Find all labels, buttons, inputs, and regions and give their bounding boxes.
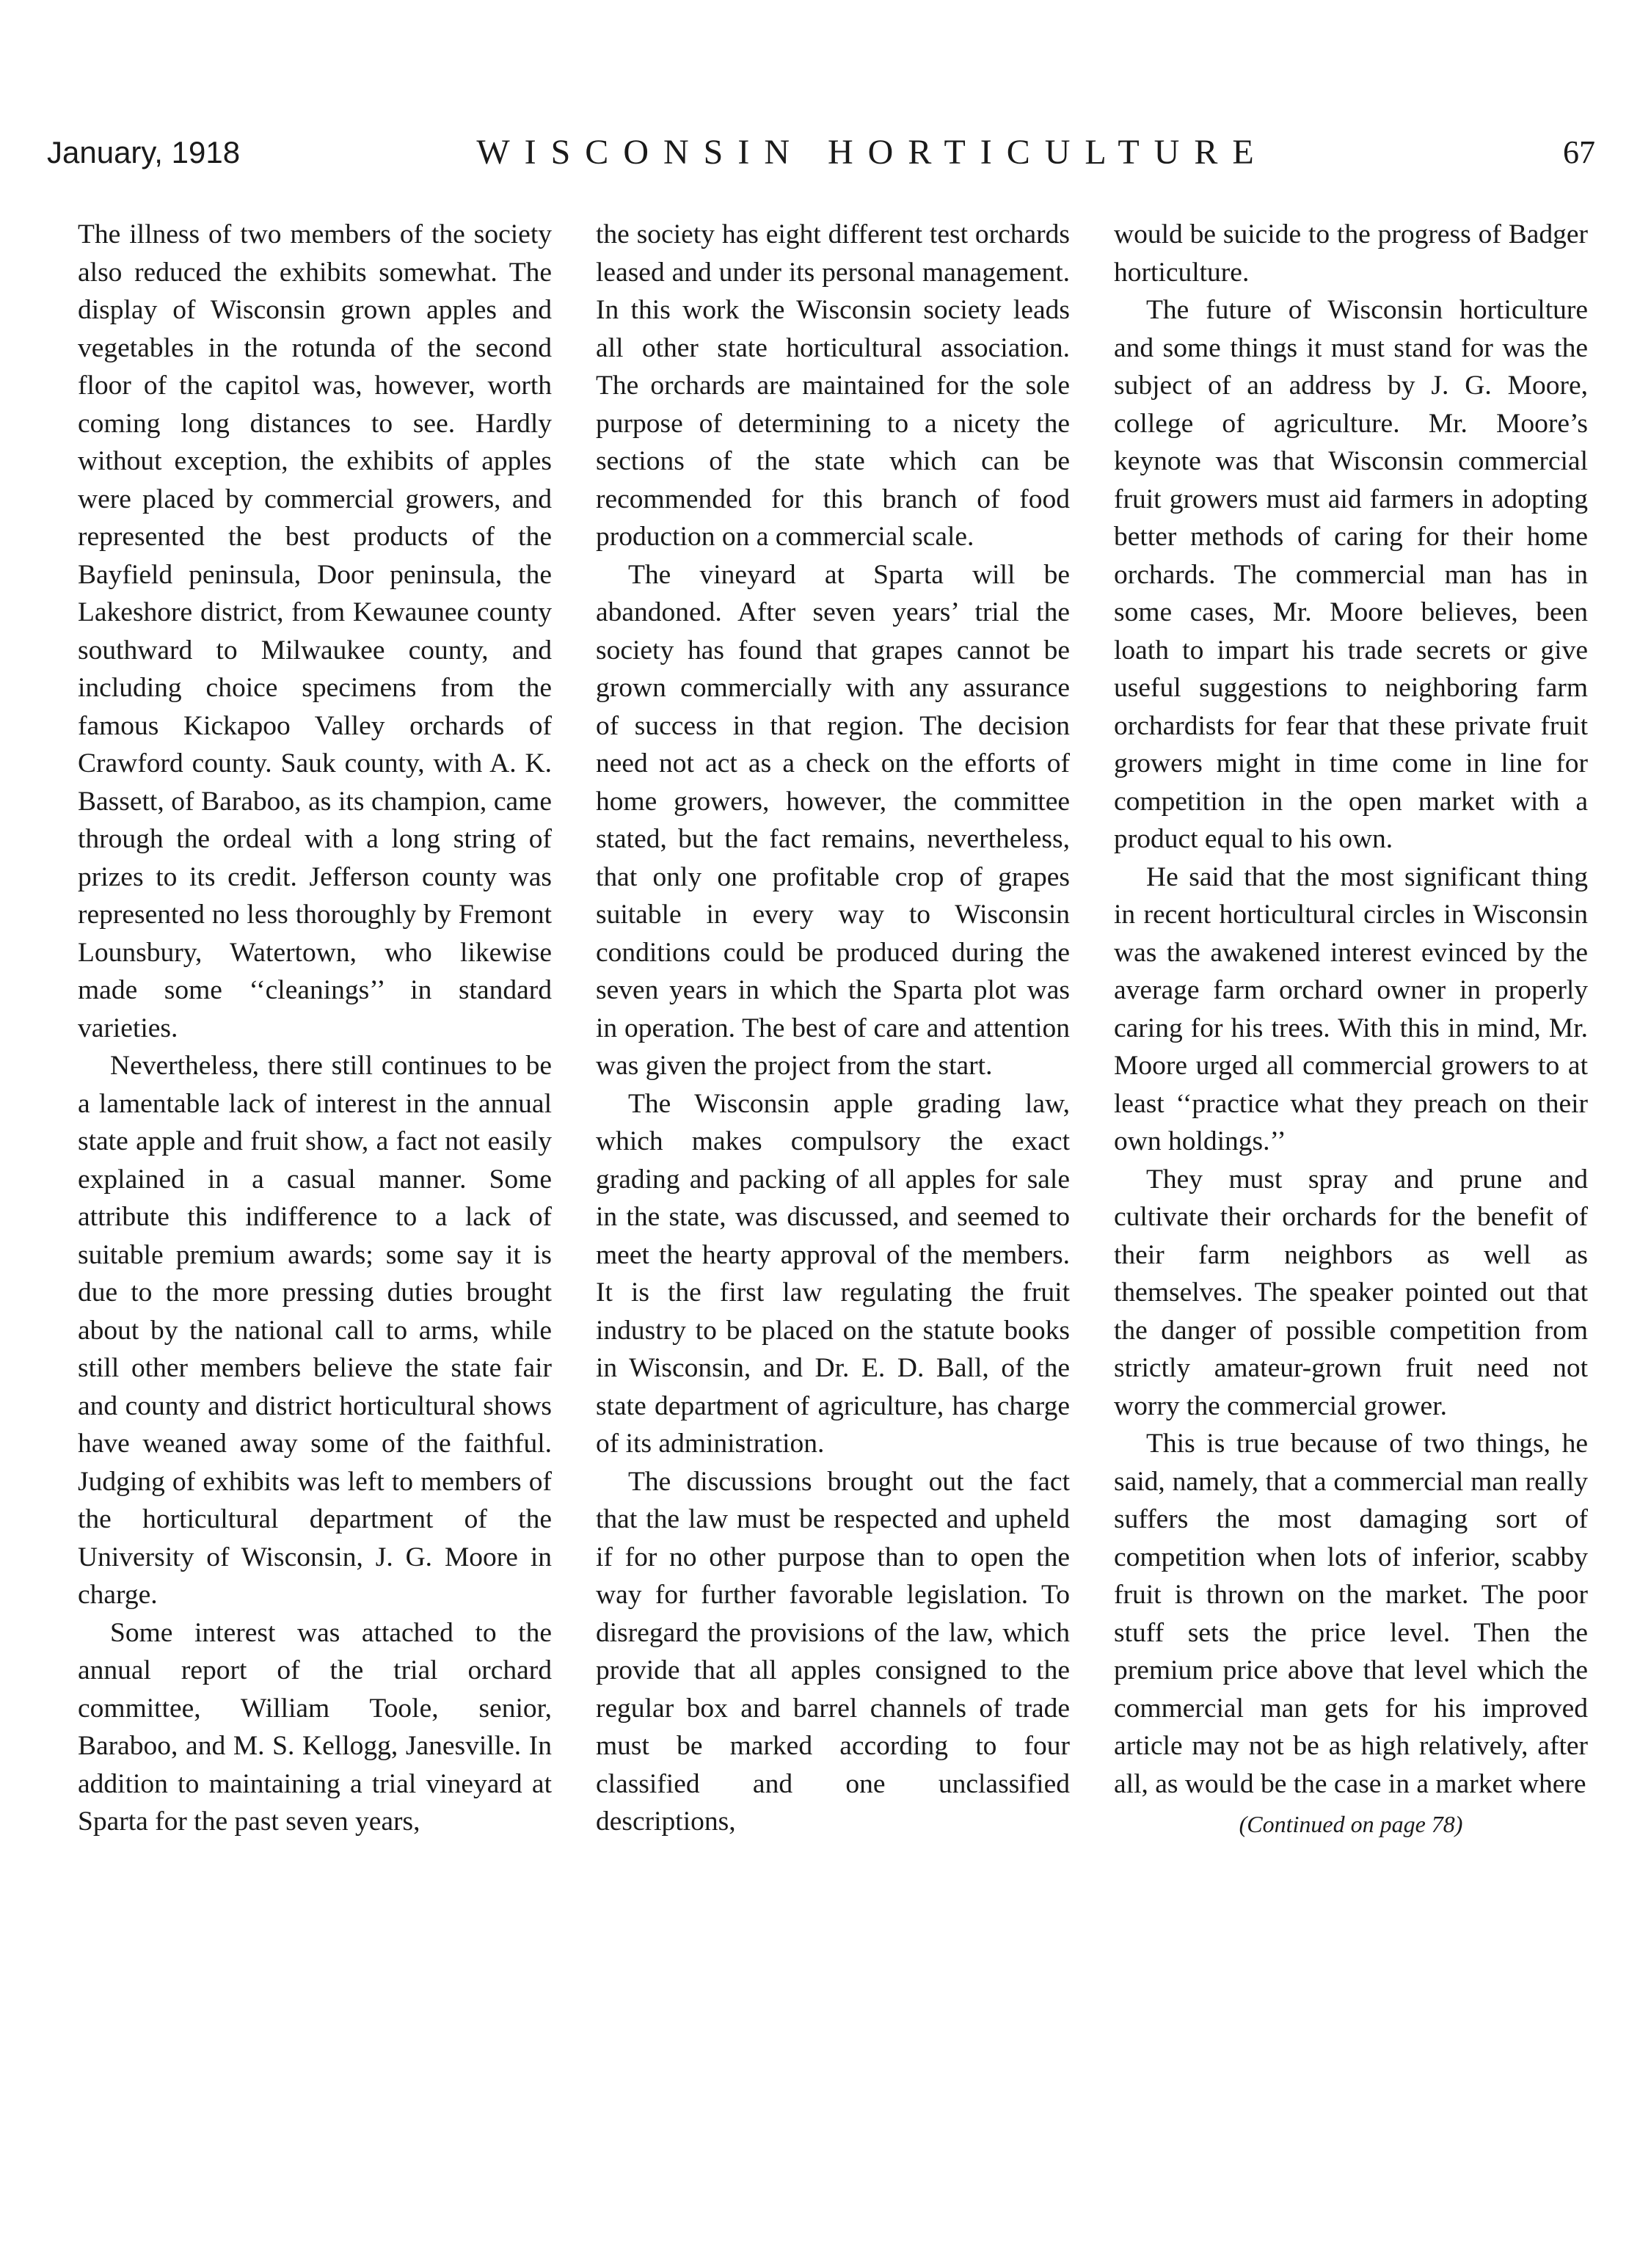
paragraph: would be suicide to the progress of Badger horticulture.: [1114, 219, 1588, 288]
continued-notice: (Continued on page 78): [1239, 1811, 1463, 1837]
paragraph: The illness of two members of the society also reduced the exhibits somewhat. The display of Wisconsin grown apples and vegetables in the rotunda of the second floor of the capitol was, however, worth coming long distances to see. Hardly without exception, the exhibits of apples were placed by commercial growers, and represented the best products of the Bayfield peninsula, Door peninsula, the Lakeshore district, from Kewaunee county southward to Milwaukee county, and including choice specimens from the famous Kickapoo Valley orchards of Crawford county. Sauk county, with A. K. Bassett, of Baraboo, as its champion, came through the ordeal with a long string of prizes to its credit. Jefferson county was represented no less thoroughly by Fremont Lounsbury, Watertown, who likewise made some ‘‘cleanings’’ in standard varieties.: [78, 219, 552, 1043]
paragraph: This is true because of two things, he said, namely, that a commercial man really suffers the most damaging sort of competition when lots of inferior, scabby fruit is thrown on the market. The poor stuff sets the price level. Then the premium price above that level which the commercial man gets for his improved article may not be as high relatively, after all, as would be the case in a market where: [1114, 1429, 1588, 1799]
text-column-left: [78, 216, 552, 1841]
paragraph: the society has eight different test orchards leased and under its personal management. In this work the Wisconsin society leads all other state horticultural association. The orchards are maintained for the sole purpose of determining to a nicety the sections of the state which can be recommended for this branch of food production on a commercial scale.: [596, 219, 1070, 552]
text-column-right: [1114, 216, 1588, 1844]
page-number: 67: [1563, 134, 1595, 170]
paragraph: The future of Wisconsin horticulture and some things it must stand for was the subject of an address by J. G. Moore, college of agriculture. Mr. Moore’s keynote was that Wisconsin commercial fruit growers must aid farmers in adopting better methods of caring for their home orchards. The commercial man has in some cases, Mr. Moore believes, been loath to impart his trade secrets or give useful suggestions to neighboring farm orchardists for fear that these private fruit growers might in time come in line for competition in the open market with a product equal to his own.: [1114, 295, 1588, 854]
paragraph: The Wisconsin apple grading law, which makes compulsory the exact grading and packing of all apples for sale in the state, was discussed, and seemed to meet the hearty approval of the members. It is the first law regulating the fruit industry to be placed on the statute books in Wisconsin, and Dr. E. D. Ball, of the state department of agriculture, has charge of its administration.: [596, 1088, 1070, 1459]
paragraph: Some interest was attached to the annual report of the trial orchard committee, William Toole, senior, Baraboo, and M. S. Kellogg, Janesville. In addition to maintaining a trial vineyard at Sparta for the past seven years,: [78, 1617, 552, 1837]
paragraph: Nevertheless, there still continues to be a lamentable lack of interest in the annual state apple and fruit show, a fact not easily explained in a casual manner. Some attribute this indifference to a lack of suitable premium awards; some say it is due to the more pressing duties brought about by the national call to arms, while still other members believe the state fair and county and district horticultural shows have weaned away some of the faithful. Judging of exhibits was left to members of the horticultural department of the University of Wisconsin, J. G. Moore in charge.: [78, 1051, 552, 1610]
issue-date: January, 1918: [47, 135, 241, 169]
page-header: [47, 131, 1595, 182]
paragraph: The vineyard at Sparta will be abandoned. After seven years’ trial the society has found that grapes cannot be grown commercially with any assurance of success in that region. The decision need not act as a check on the efforts of home growers, however, the committee stated, but the fact remains, nevertheless, that only one profitable crop of grapes suitable in every way to Wisconsin conditions could be produced during the seven years in which the Sparta plot was in operation. The best of care and attention was given the project from the start.: [596, 559, 1070, 1081]
paragraph: They must spray and prune and cultivate their orchards for the benefit of their farm neighbors as well as themselves. The speaker pointed out that the danger of possible competition from strictly amateur-grown fruit need not worry the commercial grower.: [1114, 1164, 1588, 1421]
journal-title: WISCONSIN HORTICULTURE: [476, 133, 1269, 172]
text-column-middle: [596, 216, 1070, 1841]
paragraph: He said that the most significant thing in recent horticultural circles in Wisconsin was the awakened interest evinced by the average farm orchard owner in properly caring for his trees. With this in mind, Mr. Moore urged all commercial growers to at least ‘‘practice what they preach on their own holdings.’’: [1114, 861, 1588, 1156]
paragraph: The discussions brought out the fact that the law must be respected and upheld if for no other purpose than to open the way for further favorable legislation. To disregard the provisions of the law, which provide that all apples consigned to the regular box and barrel channels of trade must be marked according to four classified and one unclassified descriptions,: [596, 1466, 1070, 1837]
